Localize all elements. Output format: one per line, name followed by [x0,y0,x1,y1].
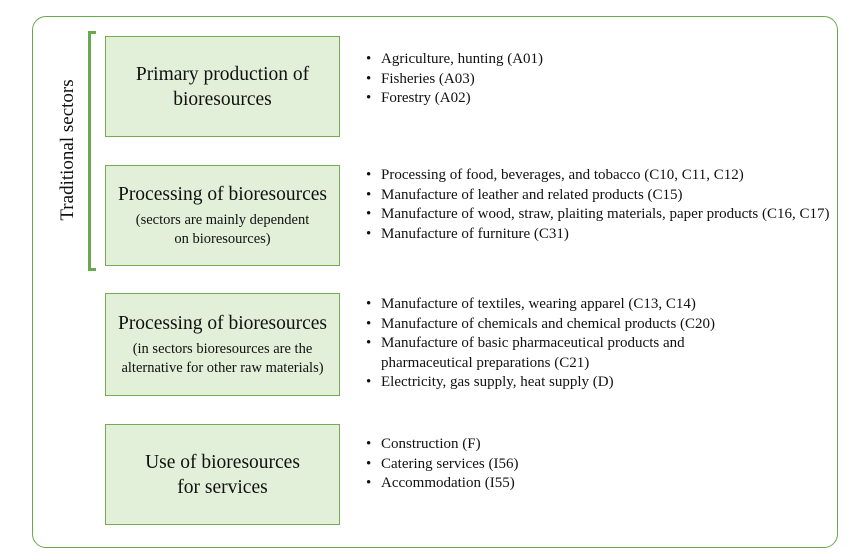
list-item: • Fisheries (A03) [366,70,475,87]
traditional-sectors-text: Traditional sectors [57,79,78,221]
primary-production-list [366,50,836,109]
processing-dependent-box [105,165,340,266]
box-subtitle: (in sectors bioresources are the alternative for other raw materials) [121,341,324,376]
processing-alternative-box [105,293,340,396]
traditional-sectors-bracket [88,31,96,271]
list-item: • Catering services (I56) [366,455,519,472]
box-title: Primary production of bioresources [135,63,310,110]
list-item: • Manufacture of chemicals and chemical products (C20) [366,315,716,332]
processing-dependent-list [366,166,836,244]
list-item: • Manufacture of leather and related products (C15) [366,186,683,203]
list-item: • Accommodation (I55) [366,475,515,491]
box-title: Processing of bioresources [117,184,328,205]
box-title: Processing of bioresources [117,313,328,334]
services-list [366,435,836,494]
list-item: • Manufacture of furniture (C31) [366,225,569,242]
list-item: • Construction (F) [366,436,481,452]
list-item: • Manufacture of textiles, wearing apparel (C13, C14) [366,296,696,312]
list-item: • Processing of food, beverages, and tobacco (C10, C11, C12) [366,167,744,183]
list-item: • Forestry (A02) [366,90,471,106]
list-item: • Agriculture, hunting (A01) [366,51,544,67]
primary-production-box [105,36,340,137]
list-item: • Manufacture of wood, straw, plaiting materials, paper products (C16, C17) [366,206,830,222]
list-item: • Manufacture of basic pharmaceutical products and pharmaceutical preparations (C21) [366,335,685,371]
services-box [105,424,340,525]
box-subtitle: (sectors are mainly dependent on bioresources) [135,212,310,247]
list-item: • Electricity, gas supply, heat supply (D) [366,374,614,390]
processing-alternative-list [366,295,766,393]
box-title: Use of bioresources for services [145,451,300,498]
